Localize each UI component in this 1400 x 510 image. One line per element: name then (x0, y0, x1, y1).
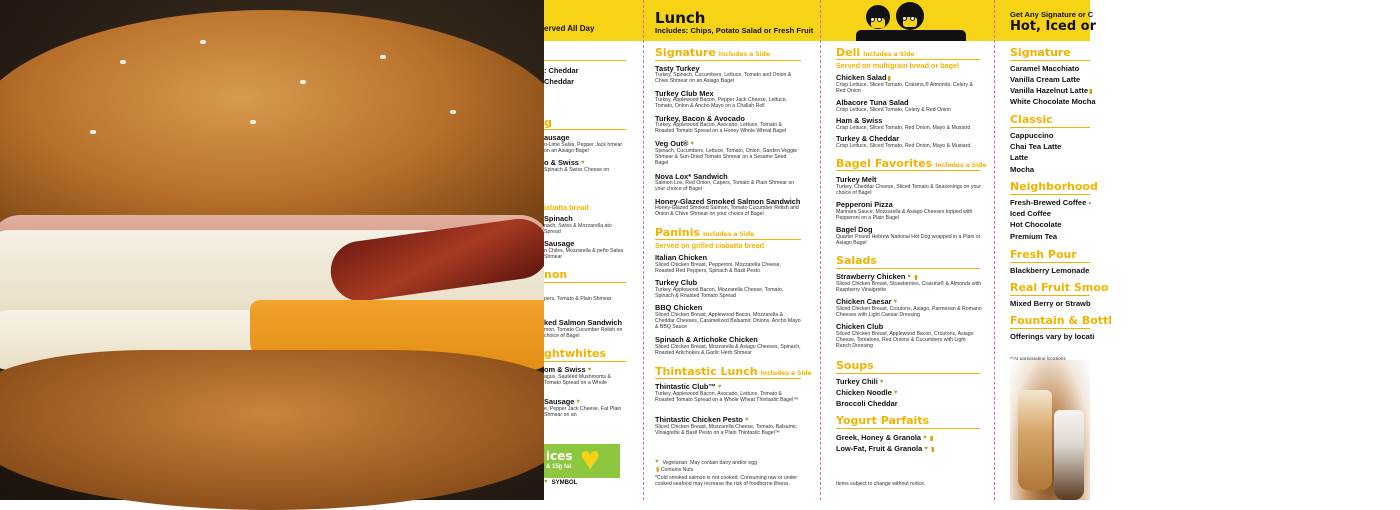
menu-item-desc: Turkey, Applewood Bacon, Avocado, Lettuce, Tomato & Roasted Tomato Spread on a Honey Whole Wheat Bagel (655, 122, 787, 135)
menu-item-desc: Turkey, Applewood Bacon, Mozzarella Cheese, Tomato, Spinach & Roasted Tomato Spread (655, 287, 784, 300)
section-rule (544, 60, 626, 61)
section-heading-signature (655, 46, 770, 59)
menu-item: Ham & Swiss (836, 116, 883, 125)
menu-item: BBQ Chicken (655, 303, 703, 312)
vegetarian-heart-icon: ♥ (879, 378, 884, 385)
drink-item: Fresh-Brewed Coffee - (1010, 198, 1092, 207)
salt-fleck (380, 55, 386, 59)
beverage-promo-line: Get Any Signature or C (1010, 10, 1094, 19)
menu-item-desc: pers, Tomato & Plain Shmear (544, 296, 612, 302)
menu-item (655, 415, 751, 424)
promo-title: ices (546, 449, 573, 463)
menu-item: : Cheddar (544, 66, 579, 75)
section-heading-bagel-favorites (836, 157, 987, 170)
iced-caramel-drink (1018, 390, 1052, 490)
nut-icon: ▮ (1089, 89, 1093, 95)
menu-item: Tasty Turkey (655, 64, 700, 73)
menu-item-desc: Honey-Glazed Smoked Salmon, Tomato Cucumber Relish and Onion & Chive Shmear on your choice of Bagel (655, 205, 799, 218)
menu-item: Albacore Tuna Salad (836, 98, 909, 107)
drink-item (1010, 86, 1092, 95)
menu-item: Bagel Dog (836, 225, 873, 234)
menu-item: Honey-Glazed Smoked Salmon Sandwich (655, 197, 801, 206)
section-label: Deli (836, 46, 861, 59)
section-heading: ghtwhites (544, 347, 606, 360)
menu-item-desc: Sliced Chicken Breast, Mozzarella & Asiago Cheeses, Spinach, Roasted Artichokes & Garlic Herb Shmear (655, 344, 801, 357)
menu-item-desc: Crisp Lettuce, Sliced Tomato, Red Onion, Mayo & Mustard (836, 143, 971, 149)
menu-item-desc: n Chiles, Mozzarella & peño Salsa Shmear (544, 248, 624, 261)
section-heading-classic: Classic (1010, 113, 1053, 126)
breakfast-subtitle: erved All Day (544, 24, 595, 33)
vegetarian-heart-icon: ♥ (576, 398, 580, 405)
nut-icon: ▮ (930, 436, 934, 442)
section-rule (836, 428, 980, 429)
vegetarian-heart-icon: ♥ (690, 140, 694, 147)
menu-item (836, 377, 886, 386)
vegetarian-heart-icon: ♥ (744, 416, 749, 423)
nut-icon: ▮ (931, 447, 935, 453)
menu-item (655, 139, 696, 148)
menu-item-desc: Turkey, Spinach, Cucumbers, Lettuce, Tomato and Onion & Chive Shmear on an Asiago Bagel (655, 72, 792, 85)
menu-item (544, 397, 582, 406)
menu-item: Italian Chicken (655, 253, 708, 262)
coffee-drinks-photo (1010, 360, 1090, 500)
drink-item: Premium Tea (1010, 232, 1058, 241)
vegetarian-heart-icon: ♥ (717, 383, 722, 390)
section-heading-fountain: Fountain & Bottl (1010, 314, 1113, 327)
section-heading-yogurt: Yogurt Parfaits (836, 414, 930, 427)
section-tag: Includes a Side (702, 231, 755, 238)
heart-icon: ♥ (544, 479, 548, 485)
menu-item-name: o & Swiss (544, 158, 579, 167)
section-tag: Includes a Side (718, 51, 771, 58)
salt-fleck (300, 80, 306, 84)
drink-item: Mixed Berry or Strawb (1010, 299, 1091, 308)
breakfast-column (544, 0, 643, 500)
menu-item-desc: e, Pepper Jack Cheese, Fat Plain Shmear on an (544, 406, 622, 419)
lunch-column (655, 0, 814, 500)
section-tag: Includes a Side (935, 162, 987, 169)
drink-item: Caramel Macchiato (1010, 64, 1080, 73)
menu-item (836, 272, 918, 281)
menu-item: Turkey Melt (836, 175, 877, 184)
section-heading-soups: Soups (836, 359, 874, 372)
menu-item-name: Chicken Salad (836, 73, 887, 82)
section-rule (544, 361, 626, 362)
section-heading-neighborhood: Neighborhood (1010, 180, 1098, 193)
salt-fleck (200, 40, 206, 44)
menu-item-desc: agus, Sautéed Mushrooms & Tomato Spread on a Whole (544, 374, 611, 387)
menu-item: Broccoli Cheddar (836, 399, 898, 408)
menu-item: Turkey, Bacon & Avocado (655, 114, 745, 123)
deli-column (836, 0, 987, 500)
heart-check-icon: ♥ (580, 440, 601, 478)
section-subheading: iabatta bread (544, 203, 589, 212)
heart-icon: ♥ (655, 459, 659, 466)
section-tag: Includes a Side (760, 370, 812, 377)
section-rule (836, 59, 980, 60)
menu-item: Turkey & Cheddar (836, 134, 900, 143)
nut-icon: ▮ (887, 76, 891, 82)
menu-item-name: Thintastic Chicken Pesto (655, 415, 743, 424)
drink-item-name: Vanilla Hazelnut Latte (1010, 86, 1089, 95)
menu-item-desc: Sliced Chicken Breast, Strawberries, Craisins® & Almonds with Raspberry Vinaigrette (836, 281, 982, 294)
menu-item-name: Turkey Chili (836, 377, 878, 386)
menu-item-name: Greek, Honey & Granola (836, 433, 922, 442)
section-rule (544, 129, 626, 130)
vegetarian-heart-icon: ♥ (580, 159, 585, 166)
menu-item-desc: Quarter Pound Hebrew National Hot Dog wrapped in a Plain or Asiago Bagel (836, 234, 981, 247)
drink-item: Mocha (1010, 165, 1035, 174)
drink-item: White Chocolate Mocha (1010, 97, 1096, 106)
glasses-icon (902, 16, 907, 21)
menu-item: ausage (544, 133, 570, 142)
section-tag: Includes a Side (863, 51, 915, 58)
section-heading-salads: Salads (836, 254, 877, 267)
salt-fleck (250, 120, 256, 124)
legend-text: Contains Nuts (660, 467, 694, 473)
drink-item: Latte (1010, 153, 1029, 162)
column-divider (643, 0, 644, 500)
menu-item-desc: Sliced Chicken Breast, Applewood Bacon, Croutons, Asiago Cheese, Tomatoes, Red Onions & Cucumbers with Light Ranch Dressing (836, 331, 974, 350)
menu-item-desc: Turkey, Applewood Bacon, Pepper Jack Cheese, Lettuce, Tomato, Onion & Ancho Mayo on a Challah Roll (655, 97, 788, 110)
raw-seafood-footnote: *Cold smoked salmon is not cooked. Consuming raw or under cooked seafood may increase the risk of foodborne illness. (655, 475, 798, 488)
menu-item-desc: Sliced Chicken Breast, Croutons, Asiago, Parmesan & Romano Cheeses with Light Caesar Dressing (836, 306, 982, 319)
section-heading-signature-drinks: Signature (1010, 46, 1071, 59)
column-divider (994, 0, 995, 500)
drink-item: Offerings vary by locati (1010, 332, 1095, 341)
section-rule (544, 282, 626, 283)
glasses-icon (870, 17, 875, 22)
menu-item-desc: Spinach & Swiss Cheese on (544, 167, 610, 173)
drink-item: Blackberry Lemonade (1010, 266, 1090, 275)
drink-item: Hot Chocolate (1010, 220, 1062, 229)
promo-subtitle: & 15g fat (546, 464, 572, 470)
bagel-sandwich-photo (0, 0, 544, 500)
section-label: Paninis (655, 226, 700, 239)
section-heading-paninis (655, 226, 754, 239)
menu-item-desc: o-Lime Salsa, Pepper Jack hmear on an Asiago Bagel (544, 142, 623, 155)
section-rule (1010, 60, 1090, 61)
vegetarian-heart-icon: ♥ (924, 445, 928, 452)
bagel-bottom-bun (0, 350, 570, 510)
menu-item (836, 297, 899, 306)
section-rule (655, 378, 801, 379)
menu-item-name: Chicken Caesar (836, 297, 892, 306)
lunch-subtitle: Includes: Chips, Potato Salad or Fresh Fruit (655, 26, 814, 35)
menu-item-desc: Turkey, Cheddar Cheese, Sliced Tomato & Seasonings on your choice of Bagel (836, 184, 981, 197)
menu-item: Cheddar (544, 77, 574, 86)
menu-board (544, 0, 1113, 500)
section-heading: non (544, 268, 568, 281)
drink-item: Chai Tea Latte (1010, 142, 1062, 151)
section-heading: g (544, 116, 552, 129)
menu-item: Spinach & Artichoke Chicken (655, 335, 758, 344)
section-heading-deli (836, 46, 914, 59)
column-divider (820, 0, 821, 500)
vegetarian-heart-icon: ♥ (587, 366, 592, 373)
section-label: Thintastic Lunch (655, 365, 758, 378)
menu-item-name: Low-Fat, Fruit & Granola (836, 444, 923, 453)
menu-item: ked Salmon Sandwich (544, 318, 623, 327)
menu-item-desc: nach, Swiss & Mozzarella ato Spread (544, 223, 612, 236)
legend-text: Vegetarian: May contain dairy and/or egg (662, 460, 758, 466)
section-rule (1010, 295, 1090, 296)
nut-icon: ▮ (656, 467, 660, 473)
menu-item-desc: Crisp Lettuce, Sliced Tomato, Craisins,® Almonds, Celery & Red Onion (836, 82, 973, 95)
menu-item (655, 382, 724, 391)
menu-item: Nova Lox* Sandwich (655, 172, 728, 181)
legend-nuts (655, 467, 801, 473)
menu-item: Spinach (544, 214, 573, 223)
drink-item: Cappuccino (1010, 131, 1054, 140)
menu-item (544, 158, 587, 167)
menu-item-desc: Sliced Chicken Breast, Mozzarella Cheese, Tomato, Balsamic Vinaigrette & Basil Pesto on a Plain Thintastic Bagel™ (655, 424, 797, 437)
section-heading-fresh-pour: Fresh Pour (1010, 248, 1077, 261)
menu-item (544, 365, 593, 374)
glasses-icon (877, 17, 882, 22)
symbol-text: SYMBOL (551, 480, 578, 487)
drink-item: Iced Coffee (1010, 209, 1051, 218)
section-rule (1010, 194, 1090, 195)
salt-fleck (120, 60, 126, 64)
menu-item: Turkey Club Mex (655, 89, 714, 98)
menu-item-name: om & Swiss (544, 365, 586, 374)
menu-item-desc: Crisp Lettuce, Sliced Tomato, Red Onion, Mayo & Mustard (836, 125, 971, 131)
section-heading-real-fruit: Real Fruit Smoo (1010, 281, 1109, 294)
section-rule (836, 268, 980, 269)
section-rule (1010, 127, 1090, 128)
lunch-title: Lunch (655, 9, 706, 27)
menu-item-desc: Spinach, Cucumbers, Lettuce, Tomato, Onion, Garden Veggie Shmear & Sun-Dried Tomato Shmear on a Sesame Seed Bagel (655, 148, 798, 167)
menu-item-desc: Marinara Sauce, Mozzarella & Asiago Cheeses topped with Pepperoni on a Plain Bagel (836, 209, 973, 222)
menu-item-desc: Sliced Chicken Breast, Pepperoni, Mozzarella Cheese, Roasted Red Peppers, Spinach & Basil Pesto (655, 262, 782, 275)
menu-item-name: Sausage (544, 397, 575, 406)
menu-item: Sausage (544, 239, 575, 248)
section-label: Bagel Favorites (836, 157, 933, 170)
menu-item: Chicken Club (836, 322, 884, 331)
iced-mocha-drink (1054, 410, 1084, 500)
menu-item-desc: mon, Tomato Cucumber Relish on choice of Bagel (544, 327, 623, 340)
section-rule (836, 170, 980, 171)
menu-item (836, 388, 900, 397)
nut-icon: ▮ (914, 275, 918, 281)
salt-fleck (450, 110, 456, 114)
vegetarian-heart-icon: ♥ (907, 273, 911, 280)
beverage-headline: Hot, Iced or (1010, 19, 1097, 34)
menu-item-desc: Turkey, Applewood Bacon, Avocado, Lettuce, Tomato & Roasted Tomato Spread on a Whole Wheat Thintastic Bagel™ (655, 391, 799, 404)
section-rule (1010, 328, 1090, 329)
section-heading-thintastic (655, 365, 812, 378)
menu-item-name: Chicken Noodle (836, 388, 892, 397)
menu-disclaimer: Items subject to change without notice. (836, 481, 926, 487)
mascot-shoulders (856, 30, 966, 41)
menu-item-desc: Crisp Lettuce, Sliced Tomato, Celery & Red Onion (836, 107, 951, 113)
section-rule (1010, 262, 1090, 263)
vegetarian-heart-icon: ♥ (893, 389, 898, 396)
legend-vegetarian (655, 460, 801, 466)
menu-item (836, 73, 891, 82)
drink-item: Vanilla Cream Latte (1010, 75, 1081, 84)
section-subheading: Served on multigrain bread or bagel (836, 61, 960, 70)
section-label: Signature (655, 46, 716, 59)
menu-item-name: Strawberry Chicken (836, 272, 906, 281)
section-rule (655, 60, 801, 61)
menu-item-desc: Sliced Chicken Breast, Applewood Bacon, Mozzarella & Cheddar Cheeses, Caramelized Balsamic Onions, Ancho Mayo & BBQ Sauce (655, 312, 801, 331)
menu-item-desc: Salmon Lox, Red Onion, Capers, Tomato & Plain Shmear on your choice of Bagel (655, 180, 795, 193)
salt-fleck (90, 130, 96, 134)
menu-item: Turkey Club (655, 278, 698, 287)
menu-item-name: Veg Out® (655, 139, 689, 148)
menu-item (836, 444, 935, 453)
glasses-icon (910, 16, 915, 21)
section-subheading: Served on grilled ciabatta bread (655, 241, 765, 250)
section-rule (655, 239, 801, 240)
menu-item-name: Thintastic Club™ (655, 382, 716, 391)
vegetarian-heart-icon: ♥ (893, 298, 898, 305)
symbol-label (544, 480, 577, 486)
menu-item: Pepperoni Pizza (836, 200, 893, 209)
section-rule (836, 373, 980, 374)
vegetarian-heart-icon: ♥ (923, 434, 927, 441)
menu-item (836, 433, 933, 442)
